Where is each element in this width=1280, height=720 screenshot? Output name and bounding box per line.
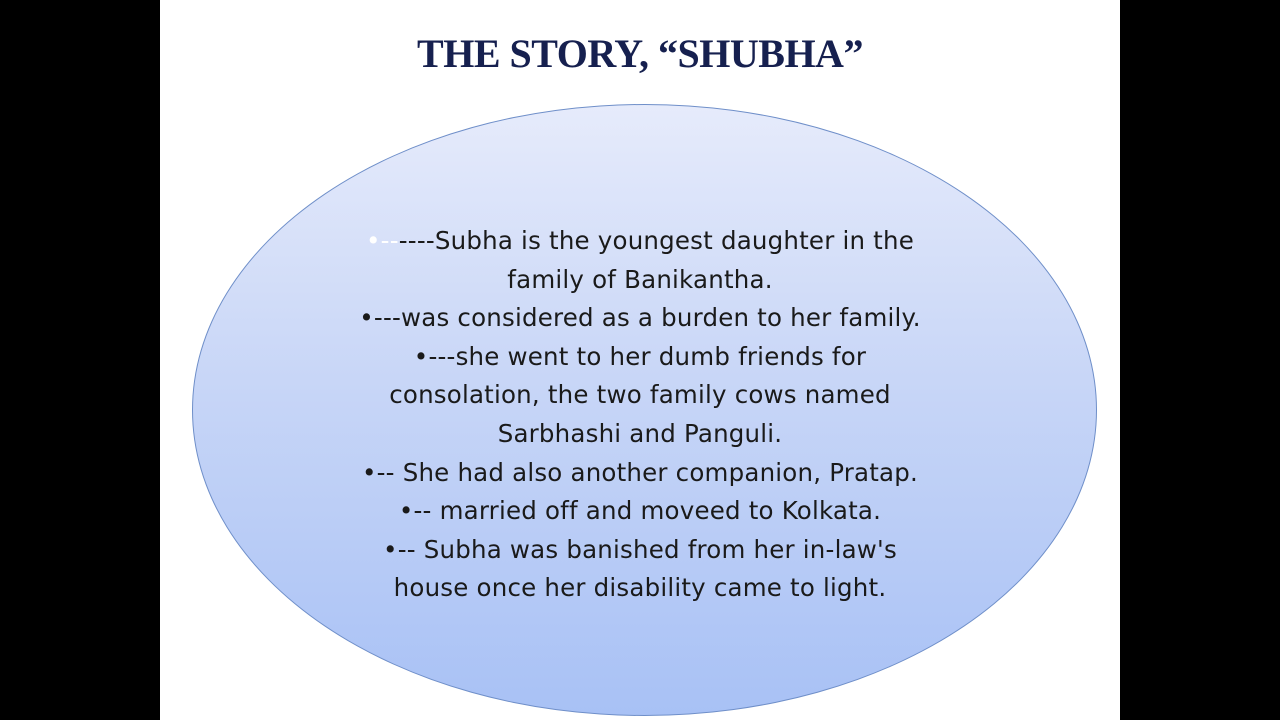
text-line: consolation, the two family cows named	[389, 380, 891, 410]
faint-bullet-prefix: •--	[366, 226, 399, 255]
text-line-content: ----Subha is the youngest daughter in the	[398, 226, 914, 255]
text-line: •-- married off and moveed to Kolkata.	[398, 496, 882, 526]
text-line: •---she went to her dumb friends for	[413, 341, 867, 371]
ellipse-text-block	[320, 222, 960, 608]
slide	[160, 0, 1120, 720]
text-line: family of Banikantha.	[507, 264, 773, 294]
text-line: •-- She had also another companion, Pratap.	[361, 457, 918, 487]
text-line: •---was considered as a burden to her family.	[359, 303, 921, 333]
text-line	[320, 222, 960, 261]
text-line: •-- Subha was banished from her in-law's	[383, 534, 897, 564]
text-line: house once her disability came to light.	[393, 573, 887, 603]
text-line: Sarbhashi and Panguli.	[497, 418, 783, 448]
slide-title: THE STORY, “SHUBHA”	[417, 31, 863, 76]
